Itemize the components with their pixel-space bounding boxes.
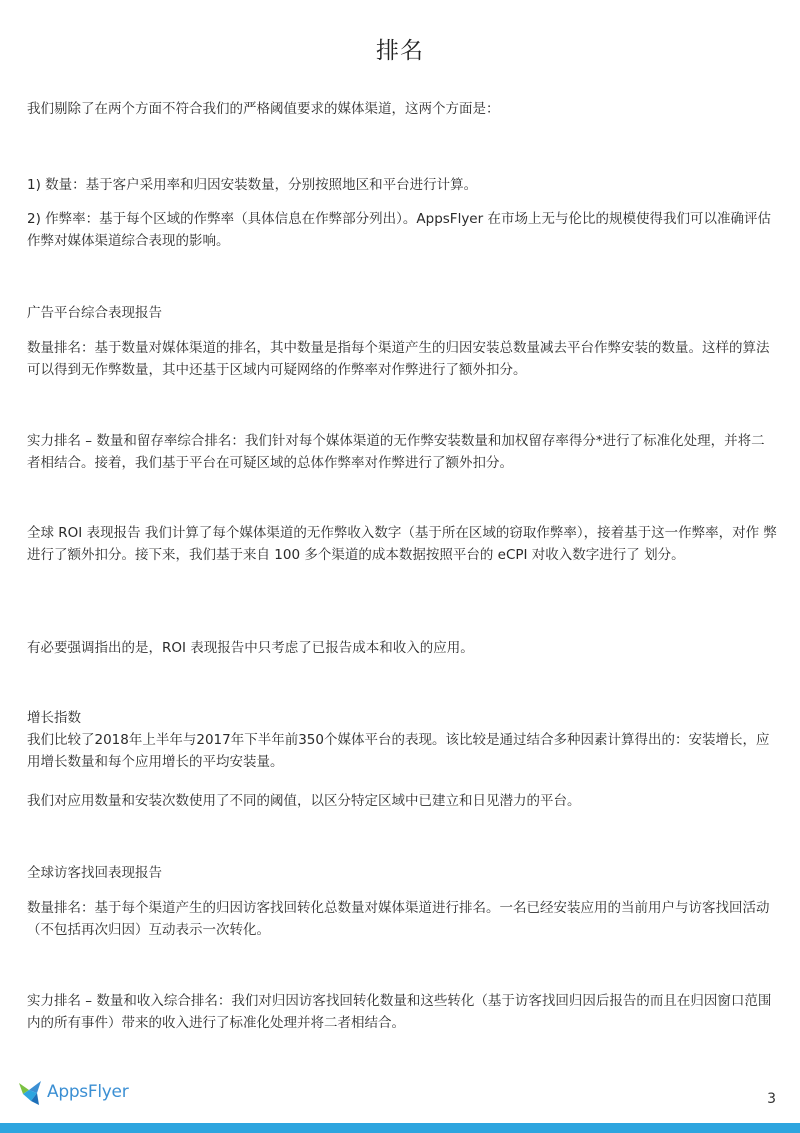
point-fraud-rate: 2) 作弊率：基于每个区域的作弊率（具体信息在作弊部分列出）。AppsFlyer 在市场上无与伦比的规模使得我们可以准确评估作弊对媒体渠道综合表现的影响。	[27, 211, 771, 249]
point-quantity: 1) 数量：基于客户采用率和归因安装数量，分别按照地区和平台进行计算。	[27, 177, 478, 193]
retargeting-volume-paragraph: 数量排名：基于每个渠道产生的归因访客找回转化总数量对媒体渠道进行排名。一名已经安装应用的当前用户与访客找回活动（不包括再次归因）互动表示一次转化。	[27, 900, 770, 938]
page-title: 排名	[376, 38, 424, 64]
footer-bar	[0, 1123, 800, 1133]
growth-paragraph: 我们比较了2018年上半年与2017年下半年前350个媒体平台的表现。该比较是通过结合多种因素计算得出的：安装增长，应用增长数量和每个应用增长的平均安装量。	[27, 732, 770, 770]
ad-section-heading: 广告平台综合表现报告	[27, 305, 162, 321]
retargeting-power-paragraph: 实力排名 – 数量和收入综合排名：我们对归因访客找回转化数量和这些转化（基于访客找回归因后报告的而且在归因窗口范围内的所有事件）带来的收入进行了标准化处理并将二者相结合。	[27, 993, 772, 1031]
intro-paragraph: 我们剔除了在两个方面不符合我们的严格阈值要求的媒体渠道，这两个方面是：	[27, 101, 500, 117]
power-ranking-paragraph: 实力排名 – 数量和留存率综合排名：我们针对每个媒体渠道的无作弊安装数量和加权留存率得分*进行了标准化处理，并将二者相结合。接着，我们基于平台在可疑区域的总体作弊率对作弊进行了额外扣分。	[27, 433, 765, 471]
appsflyer-bird-icon	[17, 1077, 45, 1107]
volume-ranking-paragraph: 数量排名：基于数量对媒体渠道的排名，其中数量是指每个渠道产生的归因安装总数量减去平台作弊安装的数量。这样的算法可以得到无作弊数量，其中还基于区域内可疑网络的作弊率对作弊进行了额外扣分。	[27, 340, 770, 378]
growth-threshold-paragraph: 我们对应用数量和安装次数使用了不同的阈值，以区分特定区域中已建立和日见潜力的平台。	[27, 793, 581, 809]
roi-report-paragraph: 全球 ROI 表现报告 我们计算了每个媒体渠道的无作弊收入数字（基于所在区域的窃取作弊率），接着基于这一作弊率，对作 弊进行了额外扣分。接下来，我们基于来自 100 多个渠道的成本数据按照平台的 eCPI 对收入数字进行了 划分。	[27, 525, 777, 563]
roi-note-paragraph: 有必要强调指出的是，ROI 表现报告中只考虑了已报告成本和收入的应用。	[27, 640, 474, 656]
growth-heading: 增长指数	[27, 710, 81, 726]
page-number: 3	[767, 1091, 776, 1107]
appsflyer-logo	[17, 1075, 128, 1109]
logo-text: AppsFlyer	[47, 1082, 129, 1102]
retargeting-heading: 全球访客找回表现报告	[27, 865, 162, 881]
